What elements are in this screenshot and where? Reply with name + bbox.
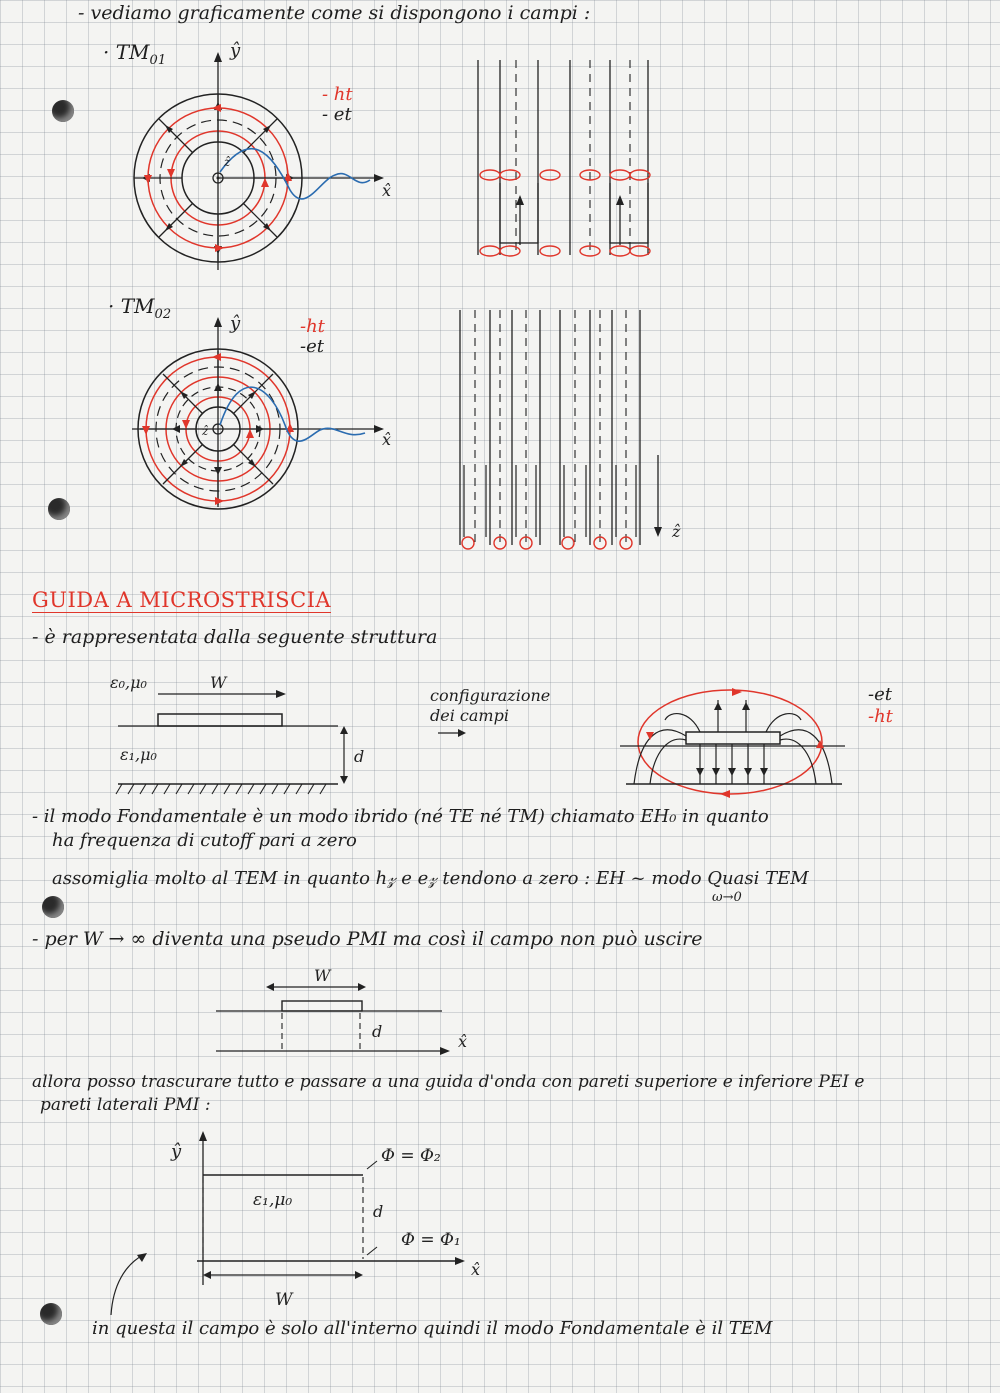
tm02-legend-et: -et — [300, 336, 324, 357]
pseudo-w-label: W — [314, 966, 331, 985]
tm02-cross-section — [120, 305, 410, 515]
mode1-label-text: · TM — [103, 40, 150, 64]
punch-hole — [52, 100, 74, 122]
micro-legend-et: -et — [868, 684, 892, 705]
para2-sub: ω→0 — [712, 890, 742, 905]
para1-line1: - il modo Fondamentale è un modo ibrido (né TE né TM) chiamato EH₀ in quanto — [32, 806, 769, 827]
intro-line: - vediamo graficamente come si dispongono i campi : — [78, 2, 591, 24]
punch-hole — [42, 896, 64, 918]
box-d-label: d — [373, 1202, 384, 1221]
punch-hole — [48, 498, 70, 520]
config-line1: configurazione — [430, 686, 551, 705]
tm02-legend-ht: -ht — [300, 316, 325, 337]
tm02-side-view — [450, 305, 700, 555]
para1-line2: ha frequenza di cutoff pari a zero — [52, 830, 357, 851]
mode1-label-sub: 01 — [149, 53, 167, 68]
tm01-side-view — [470, 55, 670, 265]
box-y-label: ŷ — [171, 1141, 182, 1162]
micro-legend-ht: -ht — [868, 706, 893, 727]
tm02-side-z-axis: ẑ — [672, 522, 681, 541]
mode2-label-sub: 02 — [154, 307, 172, 322]
para2-line1: assomiglia molto al TEM in quanto h𝓏 e e𝓏 tendono a zero : EH ~ modo Quasi TEM — [52, 868, 809, 889]
pseudo-x-label: x̂ — [458, 1032, 468, 1051]
microstrip-structure — [110, 668, 390, 798]
tm02-y-axis: ŷ — [230, 313, 241, 334]
line-structure: - è rappresentata dalla seguente struttura — [32, 626, 438, 648]
mode2-label-text: · TM — [108, 294, 155, 318]
tm01-y-axis: ŷ — [230, 40, 241, 61]
section-heading: GUIDA A MICROSTRISCIA — [32, 588, 332, 612]
para4-line1: allora posso trascurare tutto e passare a una guida d'onda con pareti superiore e inferiore PEI e — [32, 1072, 865, 1092]
pseudo-pmi-figure — [210, 965, 480, 1055]
micro-w-label: W — [210, 673, 227, 692]
box-phi1: Φ = Φ₁ — [401, 1230, 461, 1250]
box-x-label: x̂ — [471, 1260, 481, 1279]
tm02-z-axis: ẑ — [202, 424, 209, 438]
tm01-x-axis: x̂ — [382, 181, 392, 200]
tm01-legend-ht: - ht — [322, 84, 353, 105]
tm01-cross-section — [120, 40, 410, 280]
box-w-label: W — [275, 1290, 293, 1310]
micro-d-label: d — [354, 747, 365, 766]
final-line: in questa il campo è solo all'interno quindi il modo Fondamentale è il TEM — [92, 1318, 773, 1339]
para3: - per W → ∞ diventa una pseudo PMI ma così il campo non può uscire — [32, 928, 703, 950]
box-waveguide-figure — [105, 1125, 505, 1325]
tm01-legend-et: - et — [322, 104, 352, 125]
tm02-x-axis: x̂ — [382, 430, 392, 449]
micro-eps1-mu0: ε₁,μ₀ — [120, 745, 157, 764]
micro-eps0-mu0: ε₀,μ₀ — [110, 673, 147, 692]
config-line2: dei campi — [430, 706, 509, 725]
pseudo-d-label: d — [372, 1022, 383, 1041]
config-arrow — [438, 728, 468, 738]
box-phi2: Φ = Φ₂ — [381, 1146, 441, 1166]
para4-line2: pareti laterali PMI : — [40, 1095, 211, 1115]
punch-hole — [40, 1303, 62, 1325]
microstrip-field-config — [620, 680, 850, 790]
box-eps-mu: ε₁,μ₀ — [253, 1190, 293, 1210]
tm01-z-axis: ẑ — [224, 155, 231, 169]
